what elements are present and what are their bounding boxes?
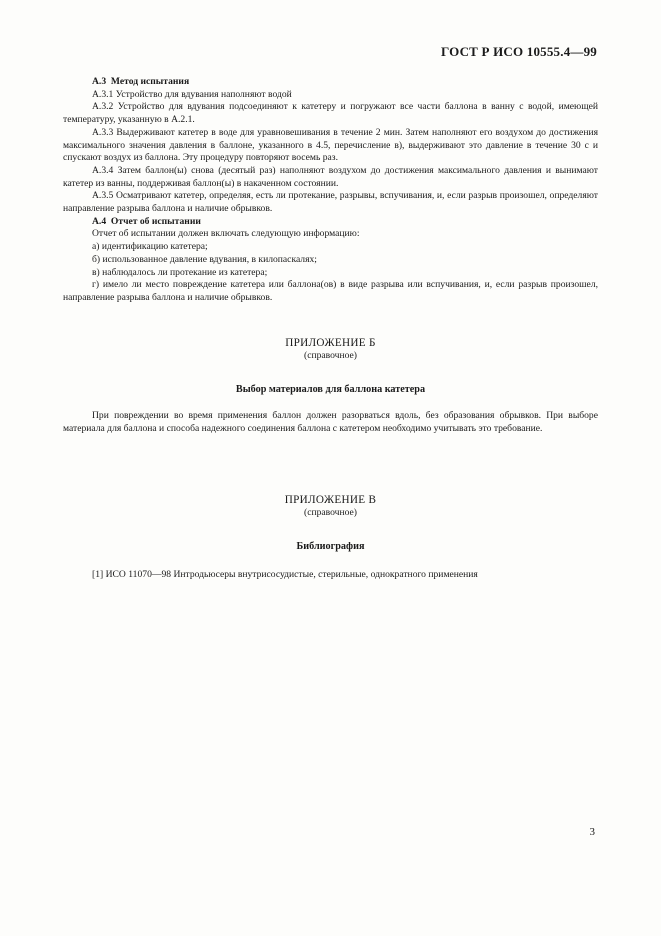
section-a4-number: А.4 xyxy=(92,215,107,227)
report-item-b: б) использованное давление вдувания, в килопаскалях; xyxy=(92,253,317,265)
report-item-a: а) идентификацию катетера; xyxy=(92,241,208,253)
paragraph-a3-4: А.3.4 Затем баллон(ы) снова (десятый раз) наполняют воздухом до достижения максимального давления и вынимают катетер из ванны, поддерживая баллон(ы) в накаченном состоянии. xyxy=(63,164,598,189)
appendix-v-title-block xyxy=(63,494,598,518)
document-header: ГОСТ Р ИСО 10555.4—99 xyxy=(440,44,597,59)
bibliography-entry-1: [1] ИСО 11070—98 Интродьюсеры внутрисосудистые, стерильные, однократного применения xyxy=(92,569,478,580)
report-item-v: в) наблюдалось ли протекание из катетера; xyxy=(92,266,268,278)
page-number: 3 xyxy=(589,826,595,838)
paragraph-a3-1: А.3.1 Устройство для вдувания наполняют водой xyxy=(92,88,292,100)
section-a3-heading xyxy=(63,76,598,89)
appendix-b-title-block xyxy=(63,337,598,361)
appendix-b-heading: Выбор материалов для баллона катетера xyxy=(235,384,426,395)
report-item-g: г) имело ли место повреждение катетера или баллона(ов) в виде разрыва или вспучивания, и, если разрыв произошел, направление разрыва баллона и наличие обрывков. xyxy=(63,279,598,303)
section-a3-number: А.3 xyxy=(92,76,107,87)
appendix-b-title: ПРИЛОЖЕНИЕ Б xyxy=(285,337,376,349)
appendix-b-text: При повреждении во время применения баллон должен разорваться вдоль, без образования обрывков. При выборе материала для баллона и способа надежного соединения баллона с катетером необходимо учитывать это требование. xyxy=(63,410,598,434)
section-a3-title: Метод испытания xyxy=(110,76,190,87)
section-a4-title: Отчет об испытании xyxy=(110,215,201,227)
paragraph-a3-5: А.3.5 Осматривают катетер, определяя, есть ли протекание, разрывы, вспучивания, и, если разрыв произошел, определяют направление разрыва баллона и наличие обрывков. xyxy=(63,190,598,215)
section-a4-heading xyxy=(63,216,598,229)
appendix-v-title: ПРИЛОЖЕНИЕ В xyxy=(284,494,377,506)
appendix-v-heading: Библиография xyxy=(296,541,365,552)
section-a4-intro: Отчет об испытании должен включать следующую информацию: xyxy=(92,228,360,240)
section-a3-a4 xyxy=(63,76,598,305)
appendix-b-subtitle: (справочное) xyxy=(304,350,357,361)
paragraph-a3-3: А.3.3 Выдерживают катетер в воде для уравновешивания в течение 2 мин. Затем наполняют его воздухом до достижения максимального значения давления в баллоне, указанного в 4.5, перечисление в), выдерживают это давление в течение 30 с и спускают воздух из баллона. Эту процедуру повторяют восемь раз. xyxy=(63,126,598,164)
appendix-v-subtitle: (справочное) xyxy=(304,507,357,518)
paragraph-a3-2: А.3.2 Устройство для вдувания подсоединяют к катетеру и погружают все части баллона в ванну с водой, имеющей температуру, указанную в А.2.1. xyxy=(63,101,598,126)
